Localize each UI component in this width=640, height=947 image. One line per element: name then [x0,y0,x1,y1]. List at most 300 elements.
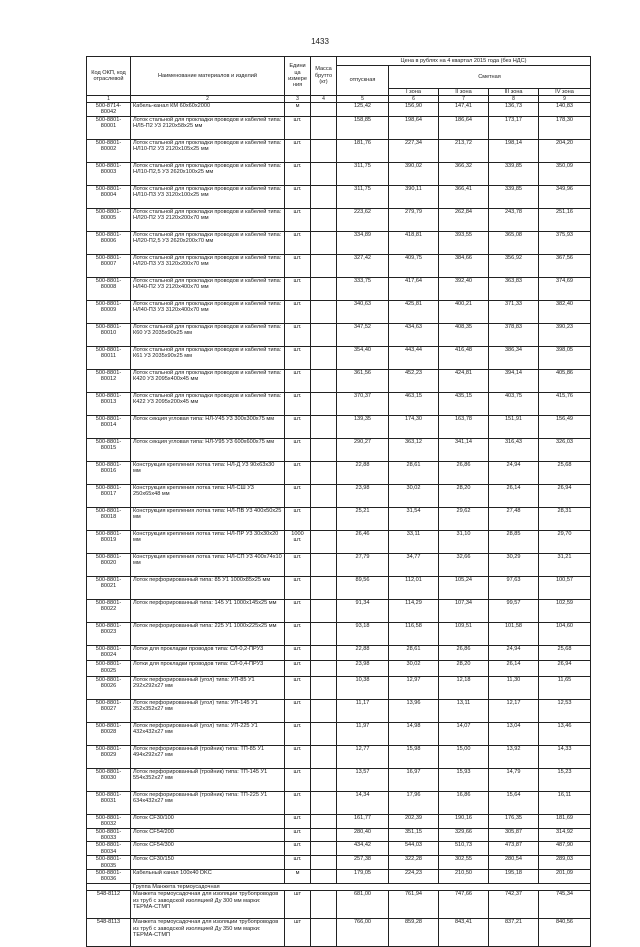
item-code: 548-8113 [87,919,131,947]
price-release: 139,35 [337,415,389,438]
table-row [87,231,591,254]
item-code: 500-8801-80022 [87,599,131,622]
table-row [87,828,591,842]
price-zone3: 378,83 [489,323,539,346]
header-zone4: IV зона [539,88,591,95]
item-name: Лоток перфорированный (тройник) типа: ТП-145 У1 554х352х27 мм [131,768,285,791]
price-zone2: 31,10 [439,530,489,553]
price-release: 22,88 [337,461,389,484]
price-zone1: 279,79 [389,208,439,231]
price-zone3: 151,91 [489,415,539,438]
price-zone3: 14,79 [489,768,539,791]
price-zone3: 26,14 [489,661,539,677]
price-release: 280,40 [337,828,389,842]
item-unit: шт. [285,676,311,699]
table-row [87,622,591,645]
item-name: Лоток стальной для прокладки проводов и кабелей типа: НЛ10-П2,5 У3 2620х100х25 мм [131,162,285,185]
item-mass [311,103,337,117]
price-release: 311,75 [337,185,389,208]
table-row [87,346,591,369]
item-unit: шт. [285,300,311,323]
price-zone1: 114,29 [389,599,439,622]
item-code: 500-8801-80029 [87,745,131,768]
item-code: 500-8801-80027 [87,699,131,722]
item-unit: шт. [285,745,311,768]
price-zone1: 390,02 [389,162,439,185]
price-zone3: 28,85 [489,530,539,553]
item-mass [311,415,337,438]
item-unit: шт. [285,856,311,870]
item-code: 500-8801-80017 [87,484,131,507]
price-zone4: 367,56 [539,254,591,277]
item-code: 548-8112 [87,891,131,919]
price-zone2: 26,86 [439,645,489,661]
price-release: 27,79 [337,553,389,576]
item-name: Лоток секция угловая типа: НЛ-У95 У3 600х600х75 мм [131,438,285,461]
price-zone1: 418,81 [389,231,439,254]
price-release: 347,52 [337,323,389,346]
price-release: 334,89 [337,231,389,254]
price-zone2: 384,66 [439,254,489,277]
price-release: 14,34 [337,791,389,814]
price-zone4: 28,31 [539,507,591,530]
price-release: 370,37 [337,392,389,415]
item-unit: шт. [285,346,311,369]
item-mass [311,231,337,254]
price-zone4: 26,94 [539,484,591,507]
item-unit: шт. [285,185,311,208]
price-zone2: 186,64 [439,116,489,139]
price-zone3: 742,37 [489,891,539,919]
price-release: 340,63 [337,300,389,323]
item-name: Манжета термоусадочная для изоляции трубопроводов из труб с заводской изоляцией Ду 350 мм марки: ТЕРМА-СТМП [131,919,285,947]
price-zone1: 28,61 [389,461,439,484]
item-mass [311,622,337,645]
item-code: 500-8801-80004 [87,185,131,208]
price-zone3: 473,87 [489,842,539,856]
table-row [87,461,591,484]
price-zone2: 15,00 [439,745,489,768]
item-name: Манжета термоусадочная для изоляции трубопроводов из труб с заводской изоляцией Ду 300 мм марки: ТЕРМА-СТМП [131,891,285,919]
item-unit: шт. [285,576,311,599]
price-release: 257,38 [337,856,389,870]
price-zone1: 544,03 [389,842,439,856]
item-name: Лоток стальной для прокладки проводов и кабелей типа: К60 У3 2035х90х25 мм [131,323,285,346]
price-zone2: 366,41 [439,185,489,208]
price-zone4: 374,69 [539,277,591,300]
price-zone3: 11,30 [489,676,539,699]
price-release: 125,42 [337,103,389,117]
price-zone2: 416,48 [439,346,489,369]
price-release: 223,62 [337,208,389,231]
item-name: Лоток CF30/150 [131,856,285,870]
price-zone2: 109,51 [439,622,489,645]
table-row [87,814,591,828]
price-zone4: 349,96 [539,185,591,208]
price-zone1: 202,39 [389,814,439,828]
item-mass [311,139,337,162]
item-mass [311,576,337,599]
item-mass [311,254,337,277]
table-row [87,277,591,300]
table-row [87,139,591,162]
price-zone1: 14,98 [389,722,439,745]
price-zone1: 13,96 [389,699,439,722]
price-zone3: 339,85 [489,185,539,208]
price-zone4: 14,33 [539,745,591,768]
item-unit: шт. [285,768,311,791]
item-unit: шт. [285,553,311,576]
header-code: Код ОКП, код отраслевой [87,57,131,96]
item-code: 500-8801-80013 [87,392,131,415]
price-release: 11,17 [337,699,389,722]
item-name: Лоток стальной для прокладки проводов и кабелей типа: К61 У3 2035х90х25 мм [131,346,285,369]
item-name: Конструкция крепления лотка типа: НЛ-ПР У3 30х30х20 мм [131,530,285,553]
price-zone2: 400,21 [439,300,489,323]
price-release: 26,46 [337,530,389,553]
price-zone2: 107,34 [439,599,489,622]
price-zone1: 224,23 [389,870,439,884]
price-release: 23,98 [337,484,389,507]
price-zone2: 424,81 [439,369,489,392]
price-zone4: 398,05 [539,346,591,369]
item-name: Кабельный канал 100х40 DKC [131,870,285,884]
price-zone2: 26,86 [439,461,489,484]
item-mass [311,392,337,415]
item-name: Лоток перфорированный типа: 85 У1 1000х85х25 мм [131,576,285,599]
price-zone3: 99,57 [489,599,539,622]
item-name: Лоток стальной для прокладки проводов и кабелей типа: НЛ20-П2,5 У3 2620х200х70 мм [131,231,285,254]
item-mass [311,856,337,870]
price-zone2: 510,73 [439,842,489,856]
item-code: 500-8801-80024 [87,645,131,661]
item-mass [311,599,337,622]
item-unit: шт. [285,699,311,722]
item-unit: шт. [285,461,311,484]
item-unit: шт. [285,507,311,530]
price-zone2: 392,40 [439,277,489,300]
price-zone3: 386,34 [489,346,539,369]
item-unit: шт. [285,484,311,507]
table-row [87,699,591,722]
item-unit: шт. [285,661,311,677]
item-mass [311,661,337,677]
item-name: Конструкция крепления лотка типа: НЛ-Д У3 90х63х30 мм [131,461,285,484]
item-code: 500-8801-80003 [87,162,131,185]
price-zone3: 356,92 [489,254,539,277]
item-name: Лотки для прокладки проводов типа: СЛ-0,2-ПРУ3 [131,645,285,661]
price-zone2: 16,86 [439,791,489,814]
price-zone4: 289,03 [539,856,591,870]
price-zone4: 31,21 [539,553,591,576]
price-release: 161,77 [337,814,389,828]
item-mass [311,553,337,576]
group-title: Группа Манжета термоусадочная [131,883,591,890]
price-release: 181,76 [337,139,389,162]
price-release: 290,27 [337,438,389,461]
item-name: Лоток перфорированный (угол) типа: УП-85 У1 292х292х27 мм [131,676,285,699]
price-zone2: 28,20 [439,661,489,677]
price-zone3: 195,18 [489,870,539,884]
item-mass [311,300,337,323]
price-zone4: 102,59 [539,599,591,622]
item-code: 500-8801-80019 [87,530,131,553]
price-zone2: 12,18 [439,676,489,699]
price-zone3: 26,14 [489,484,539,507]
price-zone1: 198,64 [389,116,439,139]
price-zone3: 316,43 [489,438,539,461]
price-zone1: 417,64 [389,277,439,300]
price-release: 361,56 [337,369,389,392]
item-unit: шт. [285,254,311,277]
item-code: 500-8801-80033 [87,828,131,842]
item-name: Лотки для прокладки проводов типа: СЛ-0,4-ПРУ3 [131,661,285,677]
price-zone1: 31,54 [389,507,439,530]
table-row [87,722,591,745]
price-zone2: 190,16 [439,814,489,828]
price-zone1: 112,01 [389,576,439,599]
item-code: 500-8801-80002 [87,139,131,162]
item-unit: шт. [285,231,311,254]
item-mass [311,484,337,507]
header-estimate: Сметная [389,66,591,89]
item-mass [311,208,337,231]
price-zone1: 409,75 [389,254,439,277]
price-zone4: 100,57 [539,576,591,599]
item-unit: шт. [285,277,311,300]
header-mass: Масса брутто (кг) [311,57,337,96]
price-zone4: 204,20 [539,139,591,162]
price-release: 327,42 [337,254,389,277]
price-zone2: 341,14 [439,438,489,461]
item-code: 500-8801-80031 [87,791,131,814]
price-zone3: 305,87 [489,828,539,842]
price-zone1: 156,90 [389,103,439,117]
item-code: 500-8801-80001 [87,116,131,139]
item-name: Лоток стальной для прокладки проводов и кабелей типа: НЛ10-П2 У3 2120х105х25 мм [131,139,285,162]
price-zone2: 843,41 [439,919,489,947]
table-row [87,856,591,870]
price-zone3: 394,14 [489,369,539,392]
price-zone4: 405,86 [539,369,591,392]
column-number: 5 [337,96,389,103]
price-zone1: 425,81 [389,300,439,323]
item-mass [311,507,337,530]
price-zone1: 443,44 [389,346,439,369]
table-row [87,392,591,415]
price-zone3: 371,33 [489,300,539,323]
item-unit: шт [285,919,311,947]
price-zone3: 243,78 [489,208,539,231]
item-name: Лоток CF54/300 [131,842,285,856]
table-row [87,530,591,553]
column-number: 8 [489,96,539,103]
table-row [87,842,591,856]
price-zone1: 351,15 [389,828,439,842]
price-zone4: 375,93 [539,231,591,254]
price-zone2: 14,07 [439,722,489,745]
price-zone1: 859,28 [389,919,439,947]
price-zone2: 302,55 [439,856,489,870]
item-unit: м [285,870,311,884]
item-code: 500-8801-80011 [87,346,131,369]
item-code: 500-8801-80035 [87,856,131,870]
column-number: 2 [131,96,285,103]
item-code: 500-8801-80009 [87,300,131,323]
price-table [86,56,591,947]
price-zone2: 213,72 [439,139,489,162]
price-release: 13,57 [337,768,389,791]
item-unit: шт. [285,116,311,139]
price-zone3: 136,73 [489,103,539,117]
price-release: 434,42 [337,842,389,856]
price-zone2: 163,78 [439,415,489,438]
item-code: 500-8801-80012 [87,369,131,392]
price-zone2: 408,35 [439,323,489,346]
item-name: Конструкция крепления лотка типа: НЛ-СШ У3 250х65х48 мм [131,484,285,507]
price-release: 93,18 [337,622,389,645]
item-mass [311,277,337,300]
table-row [87,745,591,768]
price-zone1: 174,30 [389,415,439,438]
price-zone4: 29,70 [539,530,591,553]
price-zone1: 227,34 [389,139,439,162]
price-zone3: 198,14 [489,139,539,162]
price-zone2: 329,66 [439,828,489,842]
item-mass [311,676,337,699]
price-zone1: 463,15 [389,392,439,415]
table-row [87,438,591,461]
item-code: 500-8801-80016 [87,461,131,484]
header-zone3: III зона [489,88,539,95]
table-row [87,254,591,277]
item-unit: шт [285,891,311,919]
item-unit: шт. [285,622,311,645]
item-name: Лоток стальной для прокладки проводов и кабелей типа: НЛ20-П2 У3 2120х200х70 мм [131,208,285,231]
header-price-group: Цена в рублях на 4 квартал 2015 года (без НДС) [337,57,591,66]
item-name: Кабель-канал КМ 60х60х2000 [131,103,285,117]
price-zone1: 34,77 [389,553,439,576]
price-zone3: 173,17 [489,116,539,139]
table-row [87,415,591,438]
item-unit: шт. [285,791,311,814]
price-zone3: 24,94 [489,461,539,484]
item-name: Лоток секция угловая типа: НЛ-У45 У3 300х300х75 мм [131,415,285,438]
price-release: 23,98 [337,661,389,677]
price-zone4: 415,76 [539,392,591,415]
price-zone4: 251,16 [539,208,591,231]
item-mass [311,162,337,185]
header-name: Наименование материалов и изделий [131,57,285,96]
item-unit: шт. [285,139,311,162]
table-row [87,870,591,884]
price-zone2: 28,20 [439,484,489,507]
price-zone3: 12,17 [489,699,539,722]
item-name: Лоток перфорированный типа: 145 У1 1000х145х25 мм [131,599,285,622]
price-release: 11,97 [337,722,389,745]
price-zone3: 97,63 [489,576,539,599]
item-code: 500-8801-80007 [87,254,131,277]
price-zone1: 30,02 [389,661,439,677]
price-zone3: 24,94 [489,645,539,661]
item-name: Лоток стальной для прокладки проводов и кабелей типа: НЛ40-П2 У3 2120х400х70 мм [131,277,285,300]
item-unit: шт. [285,828,311,842]
item-unit: 1000 шт. [285,530,311,553]
group-code-cell [87,883,131,890]
price-zone4: 201,09 [539,870,591,884]
item-name: Лоток перфорированный (угол) типа: УП-225 У1 432х432х27 мм [131,722,285,745]
item-name: Лоток перфорированный (тройник) типа: ТП-85 У1 494х292х27 мм [131,745,285,768]
column-number: 4 [311,96,337,103]
price-release: 22,88 [337,645,389,661]
item-code: 500-8801-80005 [87,208,131,231]
price-zone2: 747,66 [439,891,489,919]
item-unit: шт. [285,162,311,185]
price-zone1: 452,23 [389,369,439,392]
item-name: Конструкция крепления лотка типа: НЛ-СП У3 400х74х10 мм [131,553,285,576]
price-zone4: 13,46 [539,722,591,745]
price-zone1: 322,28 [389,856,439,870]
table-row [87,919,591,947]
item-code: 500-8801-80008 [87,277,131,300]
price-zone4: 390,23 [539,323,591,346]
item-code: 500-8801-80010 [87,323,131,346]
item-unit: шт. [285,599,311,622]
price-release: 333,75 [337,277,389,300]
column-number: 1 [87,96,131,103]
price-zone4: 487,90 [539,842,591,856]
price-zone3: 30,29 [489,553,539,576]
price-zone4: 26,94 [539,661,591,677]
table-row [87,676,591,699]
item-code: 500-8801-80026 [87,676,131,699]
price-zone2: 435,15 [439,392,489,415]
table-row [87,576,591,599]
item-code: 500-8801-80028 [87,722,131,745]
item-mass [311,768,337,791]
price-zone3: 363,83 [489,277,539,300]
group-row [87,883,591,890]
item-name: Лоток перфорированный (угол) типа: УП-145 У1 352х352х27 мм [131,699,285,722]
item-code: 500-8801-80036 [87,870,131,884]
item-mass [311,116,337,139]
column-number: 6 [389,96,439,103]
item-unit: шт. [285,323,311,346]
price-release: 158,85 [337,116,389,139]
price-zone3: 27,48 [489,507,539,530]
item-code: 500-8801-80030 [87,768,131,791]
item-unit: шт. [285,438,311,461]
item-unit: шт. [285,722,311,745]
item-code: 500-8801-80014 [87,415,131,438]
price-zone2: 262,84 [439,208,489,231]
item-code: 500-8801-80032 [87,814,131,828]
header-release: отпускная [337,66,389,96]
item-mass [311,814,337,828]
table-row [87,768,591,791]
item-mass [311,722,337,745]
price-zone4: 25,68 [539,461,591,484]
price-zone1: 116,58 [389,622,439,645]
price-zone4: 840,56 [539,919,591,947]
table-row [87,599,591,622]
item-name: Лоток CF54/200 [131,828,285,842]
table-body [87,96,591,947]
price-zone2: 105,24 [439,576,489,599]
price-zone4: 11,65 [539,676,591,699]
table-row [87,369,591,392]
price-release: 91,34 [337,599,389,622]
